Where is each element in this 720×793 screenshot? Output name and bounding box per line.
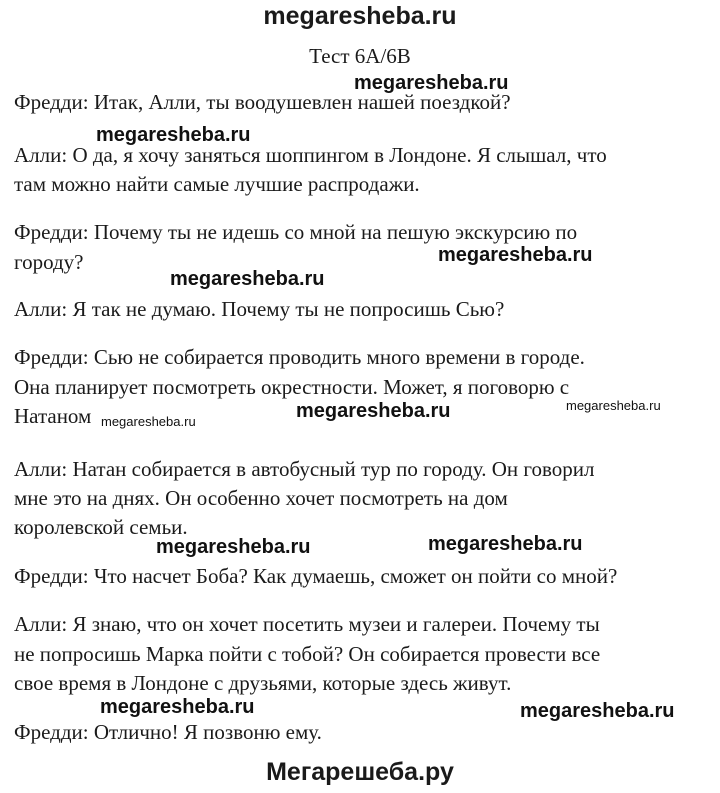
dialogue-line: Она планирует посмотреть окрестности. Может, я поговорю с [14, 375, 570, 399]
document-title: Тест 6А/6В [309, 44, 411, 68]
dialogue-line: Алли: Я знаю, что он хочет посетить музеи и галереи. Почему ты [14, 612, 600, 636]
watermark: megaresheba.ru [354, 72, 509, 94]
dialogue-line: не попросишь Марка пойти с тобой? Он собирается провести все [14, 642, 601, 666]
dialogue-line: Фредди: Отлично! Я позвоню ему. [14, 720, 322, 744]
dialogue-line: Алли: Я так не думаю. Почему ты не попросишь Сью? [14, 297, 505, 321]
dialogue-line: свое время в Лондоне с друзьями, которые здесь живут. [14, 671, 512, 695]
watermark: megaresheba.ru [100, 696, 255, 718]
dialogue-line: мне это на днях. Он особенно хочет посмотреть на дом [14, 486, 508, 510]
watermark: megaresheba.ru [101, 414, 196, 429]
dialogue-line: Алли: Натан собирается в автобусный тур по городу. Он говорил [14, 457, 595, 481]
dialogue-line: городу? [14, 250, 84, 274]
watermark: megaresheba.ru [96, 124, 251, 146]
watermark: megaresheba.ru [170, 268, 325, 290]
watermark: megaresheba.ru [438, 244, 593, 266]
dialogue-line: Фредди: Итак, Алли, ты воодушевлен нашей поездкой? [14, 90, 511, 114]
dialogue-line: Натаном [14, 404, 92, 428]
dialogue-line: там можно найти самые лучшие распродажи. [14, 172, 420, 196]
watermark: megaresheba.ru [156, 536, 311, 558]
watermark: megaresheba.ru [566, 398, 661, 413]
watermark: megaresheba.ru [428, 533, 583, 555]
dialogue-line: королевской семьи. [14, 515, 188, 539]
dialogue-line: Фредди: Что насчет Боба? Как думаешь, сможет он пойти со мной? [14, 564, 618, 588]
dialogue-line: Фредди: Почему ты не идешь со мной на пешую экскурсию по [14, 220, 578, 244]
watermark: megaresheba.ru [296, 400, 451, 422]
dialogue-line: Фредди: Сью не собирается проводить много времени в городе. [14, 345, 585, 369]
site-header: megaresheba.ru [263, 2, 457, 30]
dialogue-line: Алли: О да, я хочу заняться шоппингом в Лондоне. Я слышал, что [14, 143, 607, 167]
watermark: megaresheba.ru [520, 700, 675, 722]
site-footer: Мегарешеба.ру [266, 758, 454, 786]
